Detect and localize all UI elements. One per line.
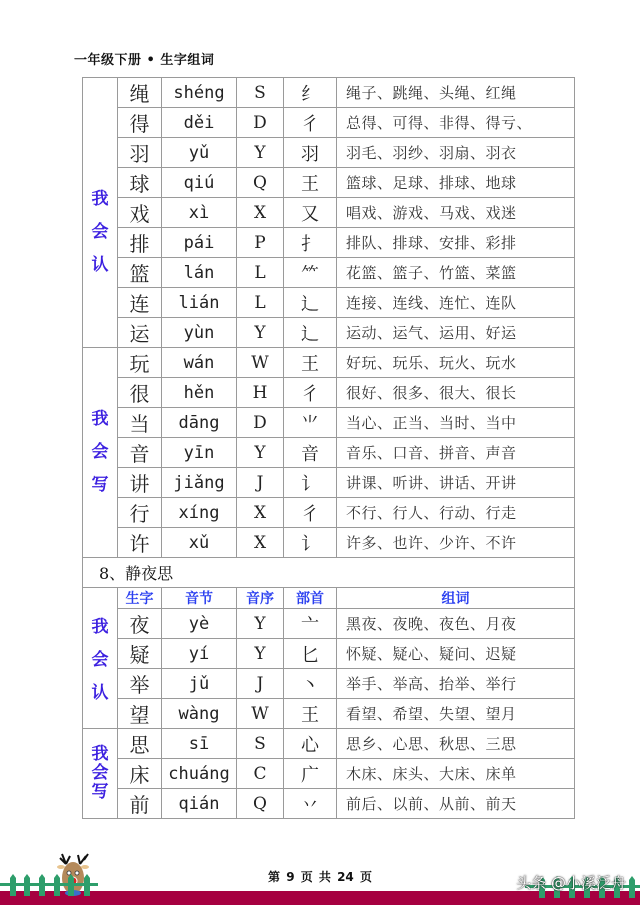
group-label-write: 我 会 写 [83,348,118,558]
table-header-row [83,588,575,609]
table-row [83,78,575,108]
char-cell: 篮 [118,258,162,288]
section-title-row [83,558,575,588]
header-pinyin: 音节 [162,588,237,609]
table-row [83,789,575,819]
pinyin-cell: xǔ [162,528,237,558]
order-cell: Q [237,789,284,819]
order-cell: X [237,498,284,528]
pinyin-cell: xíng [162,498,237,528]
words-cell: 思乡、心思、秋思、三思 [337,729,575,759]
order-cell: Y [237,438,284,468]
radical-cell: ⺮ [284,258,337,288]
pinyin-cell: wàng [162,699,237,729]
order-cell: L [237,288,284,318]
char-cell: 前 [118,789,162,819]
radical-cell: 王 [284,348,337,378]
order-cell: W [237,699,284,729]
char-cell: 连 [118,288,162,318]
header-radical: 部首 [284,588,337,609]
radical-cell: ⺌ [284,408,337,438]
order-cell: D [237,108,284,138]
order-cell: S [237,78,284,108]
order-cell: D [237,408,284,438]
char-cell: 夜 [118,609,162,639]
radical-cell: 彳 [284,378,337,408]
char-cell: 球 [118,168,162,198]
header-order: 音序 [237,588,284,609]
page-number: 第 9 页 共 24 页 [268,870,372,884]
order-cell: C [237,759,284,789]
pinyin-cell: jǔ [162,669,237,699]
words-cell: 看望、希望、失望、望月 [337,699,575,729]
char-cell: 音 [118,438,162,468]
order-cell: S [237,729,284,759]
pinyin-cell: jiǎng [162,468,237,498]
char-cell: 床 [118,759,162,789]
radical-cell: 讠 [284,528,337,558]
table-row [83,348,575,378]
group-label-recognize: 我 会 认 [83,588,118,729]
order-cell: X [237,198,284,228]
words-cell: 好玩、玩乐、玩火、玩水 [337,348,575,378]
pinyin-cell: yè [162,609,237,639]
pinyin-cell: sī [162,729,237,759]
words-cell: 篮球、足球、排球、地球 [337,168,575,198]
order-cell: Y [237,138,284,168]
order-cell: L [237,258,284,288]
radical-cell: 音 [284,438,337,468]
radical-cell: 彳 [284,498,337,528]
radical-cell: 辶 [284,318,337,348]
table-row [83,669,575,699]
pinyin-cell: qián [162,789,237,819]
radical-cell: 丶 [284,669,337,699]
table-row [83,759,575,789]
table-row [83,228,575,258]
table-row [83,609,575,639]
table-row [83,258,575,288]
order-cell: J [237,669,284,699]
order-cell: J [237,468,284,498]
radical-cell: 纟 [284,78,337,108]
header-char: 生字 [118,588,162,609]
order-cell: Y [237,609,284,639]
order-cell: X [237,528,284,558]
pinyin-cell: dāng [162,408,237,438]
pinyin-cell: chuáng [162,759,237,789]
words-cell: 讲课、听讲、讲话、开讲 [337,468,575,498]
table-row [83,498,575,528]
group-label-recognize: 我 会 认 [83,78,118,348]
radical-cell: 亠 [284,609,337,639]
words-cell: 排队、排球、安排、彩排 [337,228,575,258]
words-cell: 唱戏、游戏、马戏、戏迷 [337,198,575,228]
vocabulary-table [82,77,575,819]
table-row [83,168,575,198]
table-row [83,468,575,498]
table-row [83,108,575,138]
char-cell: 排 [118,228,162,258]
char-cell: 思 [118,729,162,759]
pinyin-cell: shéng [162,78,237,108]
words-cell: 绳子、跳绳、头绳、红绳 [337,78,575,108]
words-cell: 当心、正当、当时、当中 [337,408,575,438]
radical-cell: 丷 [284,789,337,819]
words-cell: 怀疑、疑心、疑问、迟疑 [337,639,575,669]
pinyin-cell: lián [162,288,237,318]
table-row [83,408,575,438]
pinyin-cell: yí [162,639,237,669]
char-cell: 疑 [118,639,162,669]
words-cell: 总得、可得、非得、得亏、 [337,108,575,138]
table-row [83,288,575,318]
table-row [83,438,575,468]
group-label-write: 我 会 写 [83,729,118,819]
char-cell: 绳 [118,78,162,108]
char-cell: 许 [118,528,162,558]
radical-cell: 羽 [284,138,337,168]
lesson-title: 8、静夜思 [83,558,575,588]
pinyin-cell: pái [162,228,237,258]
radical-cell: 广 [284,759,337,789]
pinyin-cell: yīn [162,438,237,468]
order-cell: W [237,348,284,378]
pinyin-cell: qiú [162,168,237,198]
order-cell: Y [237,639,284,669]
table-row [83,699,575,729]
radical-cell: 匕 [284,639,337,669]
table-row [83,198,575,228]
pinyin-cell: xì [162,198,237,228]
words-cell: 黑夜、夜晚、夜色、月夜 [337,609,575,639]
char-cell: 望 [118,699,162,729]
words-cell: 举手、举高、抬举、举行 [337,669,575,699]
order-cell: Y [237,318,284,348]
table-row [83,639,575,669]
words-cell: 羽毛、羽纱、羽扇、羽衣 [337,138,575,168]
words-cell: 许多、也许、少许、不许 [337,528,575,558]
char-cell: 举 [118,669,162,699]
words-cell: 音乐、口音、拼音、声音 [337,438,575,468]
words-cell: 前后、以前、从前、前天 [337,789,575,819]
table-row [83,138,575,168]
order-cell: P [237,228,284,258]
words-cell: 很好、很多、很大、很长 [337,378,575,408]
table-row [83,528,575,558]
watermark-text: 头条 @小溪泛舟 [516,874,626,892]
radical-cell: 心 [284,729,337,759]
char-cell: 行 [118,498,162,528]
words-cell: 运动、运气、运用、好运 [337,318,575,348]
table-row [83,378,575,408]
radical-cell: 扌 [284,228,337,258]
table-row [83,729,575,759]
char-cell: 玩 [118,348,162,378]
radical-cell: 王 [284,168,337,198]
radical-cell: 又 [284,198,337,228]
char-cell: 很 [118,378,162,408]
pinyin-cell: lán [162,258,237,288]
pinyin-cell: hěn [162,378,237,408]
radical-cell: 讠 [284,468,337,498]
radical-cell: 王 [284,699,337,729]
order-cell: Q [237,168,284,198]
char-cell: 讲 [118,468,162,498]
pinyin-cell: wán [162,348,237,378]
header-words: 组词 [337,588,575,609]
table-row [83,318,575,348]
order-cell: H [237,378,284,408]
char-cell: 当 [118,408,162,438]
pinyin-cell: yùn [162,318,237,348]
pinyin-cell: děi [162,108,237,138]
pinyin-cell: yǔ [162,138,237,168]
radical-cell: 彳 [284,108,337,138]
words-cell: 木床、床头、大床、床单 [337,759,575,789]
char-cell: 运 [118,318,162,348]
char-cell: 得 [118,108,162,138]
words-cell: 花篮、篮子、竹篮、菜篮 [337,258,575,288]
char-cell: 戏 [118,198,162,228]
char-cell: 羽 [118,138,162,168]
radical-cell: 辶 [284,288,337,318]
page-header-title: 一年级下册 • 生字组词 [74,53,215,68]
words-cell: 连接、连线、连忙、连队 [337,288,575,318]
words-cell: 不行、行人、行动、行走 [337,498,575,528]
